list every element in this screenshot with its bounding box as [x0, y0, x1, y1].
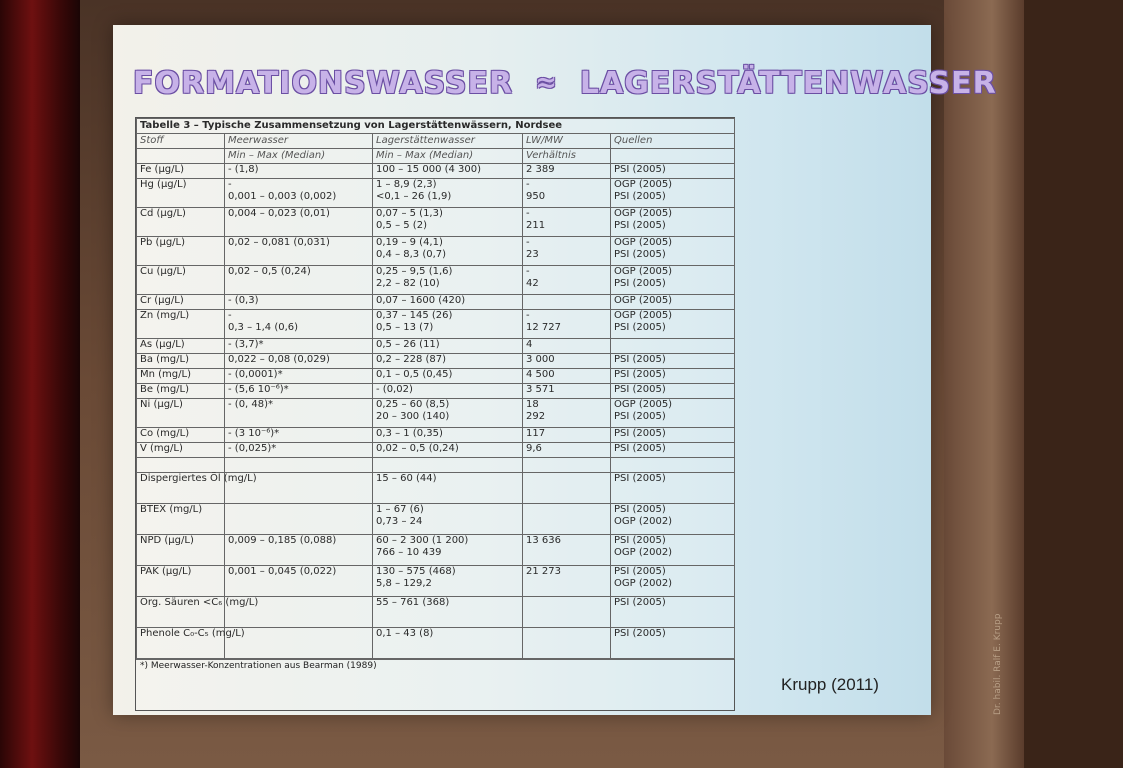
cell-quellen-line: OGP (2002): [614, 547, 673, 558]
cell-quellen-line: PSI (2005): [614, 473, 666, 484]
table-row: [137, 443, 735, 458]
cell-ratio: [523, 179, 611, 208]
cell-quellen: [611, 164, 735, 179]
cell-stoff: Hg (µg/L): [137, 179, 225, 208]
cell-lagerstaettenwasser: [373, 208, 523, 237]
table-row: [137, 339, 735, 354]
cell-lagerstaettenwasser-line: 0,73 – 24: [376, 516, 423, 527]
cell-ratio-line: 42: [526, 278, 539, 289]
cell-quellen-line: OGP (2005): [614, 399, 673, 410]
cell-meerwasser: [225, 384, 373, 399]
table-row: [137, 164, 735, 179]
background-wall-right: [944, 0, 1024, 768]
cell-lagerstaettenwasser-line: 0,37 – 145 (26): [376, 310, 453, 321]
cell-lagerstaettenwasser-line: 0,07 – 1600 (420): [376, 295, 466, 306]
cell-lagerstaettenwasser-line: 0,07 – 5 (1,3): [376, 208, 443, 219]
cell-meerwasser: [225, 369, 373, 384]
cell-meerwasser-line: - (5,6 10⁻⁶)*: [228, 384, 289, 395]
cell-quellen: [611, 399, 735, 428]
cell-ratio: [523, 310, 611, 339]
cell-meerwasser: [225, 310, 373, 339]
cell-lagerstaettenwasser-line: - (0,02): [376, 384, 413, 395]
table-row: [137, 208, 735, 237]
table-row: [137, 597, 735, 628]
cell-ratio-line: 9,6: [526, 443, 542, 454]
cell-ratio-line: 292: [526, 411, 546, 422]
cell-quellen-line: OGP (2005): [614, 295, 673, 306]
header2-stoff: [137, 149, 225, 164]
cell-meerwasser: [225, 208, 373, 237]
cell-lagerstaettenwasser-line: 0,1 – 43 (8): [376, 628, 434, 639]
cell-ratio: [523, 237, 611, 266]
cell-meerwasser-line: - (0,0001)*: [228, 369, 283, 380]
slide-title: [133, 63, 997, 103]
cell-quellen: [611, 237, 735, 266]
cell-stoff: Ba (mg/L): [137, 354, 225, 369]
cell-lagerstaettenwasser: [373, 473, 523, 504]
cell-ratio: [523, 504, 611, 535]
cell-ratio-line: 4: [526, 339, 533, 350]
table-row: [137, 458, 735, 473]
table-footnote: *) Meerwasser-Konzentrationen aus Bearman (1989): [136, 659, 734, 672]
cell-lagerstaettenwasser: [373, 295, 523, 310]
cell-stoff: Dispergiertes Öl (mg/L): [137, 473, 225, 504]
table-row: [137, 428, 735, 443]
cell-quellen-line: PSI (2005): [614, 354, 666, 365]
cell-lagerstaettenwasser-line: 0,25 – 60 (8,5): [376, 399, 450, 410]
cell-quellen-line: PSI (2005): [614, 504, 666, 515]
slide-credit: Krupp (2011): [781, 675, 879, 694]
table-header-row-2: [137, 149, 735, 164]
table-row: [137, 628, 735, 659]
cell-ratio: [523, 566, 611, 597]
cell-quellen-line: PSI (2005): [614, 566, 666, 577]
table-row: [137, 384, 735, 399]
projection-screen: [113, 25, 997, 715]
cell-ratio-line: 23: [526, 249, 539, 260]
cell-quellen-line: PSI (2005): [614, 278, 666, 289]
cell-meerwasser: [225, 443, 373, 458]
cell-lagerstaettenwasser-line: 0,02 – 0,5 (0,24): [376, 443, 459, 454]
cell-ratio-line: -: [526, 310, 530, 321]
cell-quellen-line: OGP (2005): [614, 179, 673, 190]
cell-stoff: PAK (µg/L): [137, 566, 225, 597]
cell-quellen: [611, 473, 735, 504]
cell-quellen: [611, 458, 735, 473]
cell-meerwasser-line: -: [228, 179, 232, 190]
cell-meerwasser: [225, 628, 373, 659]
cell-quellen-line: PSI (2005): [614, 628, 666, 639]
cell-quellen-line: OGP (2002): [614, 578, 673, 589]
table-caption: Tabelle 3 – Typische Zusammensetzung von Lagerstättenwässern, Nordsee: [137, 119, 735, 134]
header-quellen: Quellen: [611, 134, 735, 149]
cell-lagerstaettenwasser: [373, 597, 523, 628]
cell-lagerstaettenwasser-line: 130 – 575 (468): [376, 566, 456, 577]
cell-quellen-line: OGP (2005): [614, 208, 673, 219]
cell-ratio-line: -: [526, 237, 530, 248]
cell-meerwasser: [225, 237, 373, 266]
table-header-row-1: [137, 134, 735, 149]
cell-stoff: NPD (µg/L): [137, 535, 225, 566]
cell-meerwasser-line: 0,02 – 0,081 (0,031): [228, 237, 330, 248]
cell-lagerstaettenwasser: [373, 179, 523, 208]
cell-lagerstaettenwasser: [373, 535, 523, 566]
cell-lagerstaettenwasser-line: 0,4 – 8,3 (0,7): [376, 249, 447, 260]
cell-meerwasser-line: 0,001 – 0,045 (0,022): [228, 566, 337, 577]
cell-quellen-line: PSI (2005): [614, 369, 666, 380]
cell-lagerstaettenwasser-line: 0,5 – 13 (7): [376, 322, 434, 333]
cell-lagerstaettenwasser: [373, 354, 523, 369]
cell-lagerstaettenwasser: [373, 164, 523, 179]
cell-ratio-line: 117: [526, 428, 546, 439]
cell-lagerstaettenwasser: [373, 369, 523, 384]
cell-quellen: [611, 295, 735, 310]
cell-lagerstaettenwasser-line: 0,5 – 26 (11): [376, 339, 440, 350]
header-ratio: LW/MW: [523, 134, 611, 149]
cell-meerwasser: [225, 535, 373, 566]
cell-quellen: [611, 208, 735, 237]
cell-ratio: [523, 443, 611, 458]
cell-stoff: Pb (µg/L): [137, 237, 225, 266]
cell-stoff: BTEX (mg/L): [137, 504, 225, 535]
cell-quellen: [611, 628, 735, 659]
cell-quellen-line: PSI (2005): [614, 428, 666, 439]
cell-meerwasser-line: 0,009 – 0,185 (0,088): [228, 535, 337, 546]
table-row: [137, 535, 735, 566]
cell-lagerstaettenwasser-line: 0,25 – 9,5 (1,6): [376, 266, 453, 277]
cell-meerwasser-line: - (0,025)*: [228, 443, 277, 454]
table-caption-row: [137, 119, 735, 134]
table-row: [137, 354, 735, 369]
cell-lagerstaettenwasser-line: 60 – 2 300 (1 200): [376, 535, 469, 546]
cell-meerwasser-line: - (3 10⁻⁶)*: [228, 428, 280, 439]
cell-quellen-line: PSI (2005): [614, 220, 666, 231]
cell-lagerstaettenwasser-line: 2,2 – 82 (10): [376, 278, 440, 289]
cell-quellen-line: PSI (2005): [614, 384, 666, 395]
cell-quellen: [611, 597, 735, 628]
cell-lagerstaettenwasser-line: 0,19 – 9 (4,1): [376, 237, 443, 248]
cell-stoff: Cu (µg/L): [137, 266, 225, 295]
composition-table-container: [135, 117, 735, 711]
cell-stoff: Zn (mg/L): [137, 310, 225, 339]
cell-meerwasser-line: - (1,8): [228, 164, 259, 175]
table-row: [137, 473, 735, 504]
cell-meerwasser: [225, 399, 373, 428]
cell-ratio-line: 3 000: [526, 354, 555, 365]
cell-lagerstaettenwasser: [373, 266, 523, 295]
cell-ratio: [523, 339, 611, 354]
cell-lagerstaettenwasser-line: 1 – 8,9 (2,3): [376, 179, 437, 190]
cell-quellen: [611, 339, 735, 354]
cell-ratio: [523, 295, 611, 310]
cell-stoff: Fe (µg/L): [137, 164, 225, 179]
table-row: [137, 266, 735, 295]
cell-ratio: [523, 208, 611, 237]
header2-meerwasser: Min – Max (Median): [225, 149, 373, 164]
cell-meerwasser: [225, 428, 373, 443]
cell-stoff: Phenole C₀-C₅ (mg/L): [137, 628, 225, 659]
cell-meerwasser-line: 0,001 – 0,003 (0,002): [228, 191, 337, 202]
cell-lagerstaettenwasser: [373, 384, 523, 399]
cell-quellen-line: OGP (2005): [614, 310, 673, 321]
cell-lagerstaettenwasser: [373, 566, 523, 597]
cell-ratio-line: 211: [526, 220, 546, 231]
cell-stoff: V (mg/L): [137, 443, 225, 458]
table-row: [137, 504, 735, 535]
cell-meerwasser: [225, 458, 373, 473]
cell-meerwasser: [225, 266, 373, 295]
cell-quellen: [611, 443, 735, 458]
cell-lagerstaettenwasser-line: 0,2 – 228 (87): [376, 354, 447, 365]
composition-table: [136, 118, 735, 659]
cell-stoff: Ni (µg/L): [137, 399, 225, 428]
header-lagerstaettenwasser: Lagerstättenwasser: [373, 134, 523, 149]
cell-ratio-line: 3 571: [526, 384, 555, 395]
cell-quellen-line: OGP (2005): [614, 237, 673, 248]
cell-ratio: [523, 266, 611, 295]
cell-meerwasser: [225, 504, 373, 535]
cell-ratio-line: 21 273: [526, 566, 561, 577]
cell-lagerstaettenwasser-line: 766 – 10 439: [376, 547, 442, 558]
slide-title-separator: ≈: [535, 68, 558, 98]
header2-ratio: Verhältnis: [523, 149, 611, 164]
table-row: [137, 566, 735, 597]
cell-quellen: [611, 428, 735, 443]
cell-lagerstaettenwasser: [373, 428, 523, 443]
cell-meerwasser: [225, 566, 373, 597]
cell-ratio: [523, 354, 611, 369]
cell-lagerstaettenwasser-line: 0,5 – 5 (2): [376, 220, 427, 231]
cell-meerwasser-line: - (0,3): [228, 295, 259, 306]
cell-lagerstaettenwasser-line: 0,3 – 1 (0,35): [376, 428, 443, 439]
cell-quellen-line: OGP (2002): [614, 516, 673, 527]
cell-ratio-line: -: [526, 179, 530, 190]
cell-quellen: [611, 369, 735, 384]
cell-ratio: [523, 535, 611, 566]
table-row: [137, 369, 735, 384]
cell-meerwasser-line: -: [228, 310, 232, 321]
cell-lagerstaettenwasser: [373, 504, 523, 535]
table-row: [137, 179, 735, 208]
cell-quellen: [611, 266, 735, 295]
cell-ratio-line: 18: [526, 399, 539, 410]
cell-quellen-line: PSI (2005): [614, 443, 666, 454]
cell-meerwasser-line: 0,02 – 0,5 (0,24): [228, 266, 311, 277]
cell-ratio: [523, 473, 611, 504]
slide-title-right: LAGERSTÄTTENWASSER: [579, 65, 997, 101]
cell-ratio-line: -: [526, 266, 530, 277]
cell-stoff: Co (mg/L): [137, 428, 225, 443]
cell-quellen-line: OGP (2005): [614, 266, 673, 277]
cell-quellen-line: PSI (2005): [614, 191, 666, 202]
cell-meerwasser: [225, 164, 373, 179]
cell-quellen: [611, 566, 735, 597]
cell-lagerstaettenwasser: [373, 399, 523, 428]
cell-lagerstaettenwasser: [373, 628, 523, 659]
cell-meerwasser: [225, 354, 373, 369]
slide-title-left: FORMATIONSWASSER: [133, 65, 514, 101]
cell-lagerstaettenwasser-line: 0,1 – 0,5 (0,45): [376, 369, 453, 380]
vertical-credit: [993, 695, 1123, 715]
cell-ratio: [523, 458, 611, 473]
header2-quellen: [611, 149, 735, 164]
cell-meerwasser: [225, 295, 373, 310]
header-stoff: Stoff: [137, 134, 225, 149]
cell-ratio-line: -: [526, 208, 530, 219]
cell-lagerstaettenwasser-line: 15 – 60 (44): [376, 473, 437, 484]
cell-stoff: [137, 458, 225, 473]
cell-quellen: [611, 535, 735, 566]
table-row: [137, 399, 735, 428]
cell-quellen: [611, 354, 735, 369]
cell-ratio: [523, 399, 611, 428]
cell-quellen-line: PSI (2005): [614, 597, 666, 608]
cell-ratio-line: 2 389: [526, 164, 555, 175]
cell-ratio: [523, 384, 611, 399]
cell-meerwasser-line: 0,004 – 0,023 (0,01): [228, 208, 330, 219]
stage-curtain: [0, 0, 80, 768]
cell-stoff: Mn (mg/L): [137, 369, 225, 384]
cell-lagerstaettenwasser-line: 100 – 15 000 (4 300): [376, 164, 482, 175]
header2-lagerstaettenwasser: Min – Max (Median): [373, 149, 523, 164]
cell-ratio: [523, 369, 611, 384]
cell-lagerstaettenwasser-line: 55 – 761 (368): [376, 597, 450, 608]
cell-ratio: [523, 428, 611, 443]
cell-stoff: Cd (µg/L): [137, 208, 225, 237]
cell-lagerstaettenwasser: [373, 339, 523, 354]
cell-quellen: [611, 384, 735, 399]
cell-lagerstaettenwasser: [373, 443, 523, 458]
table-row: [137, 237, 735, 266]
cell-lagerstaettenwasser-line: <0,1 – 26 (1,9): [376, 191, 452, 202]
cell-meerwasser-line: 0,3 – 1,4 (0,6): [228, 322, 299, 333]
cell-lagerstaettenwasser: [373, 237, 523, 266]
cell-stoff: Cr (µg/L): [137, 295, 225, 310]
cell-meerwasser-line: 0,022 – 0,08 (0,029): [228, 354, 330, 365]
cell-lagerstaettenwasser: [373, 310, 523, 339]
cell-ratio: [523, 164, 611, 179]
cell-ratio: [523, 628, 611, 659]
cell-ratio-line: 13 636: [526, 535, 561, 546]
cell-lagerstaettenwasser-line: 20 – 300 (140): [376, 411, 450, 422]
cell-meerwasser: [225, 179, 373, 208]
table-row: [137, 295, 735, 310]
cell-ratio-line: 12 727: [526, 322, 561, 333]
cell-stoff: Org. Säuren <C₆ (mg/L): [137, 597, 225, 628]
cell-lagerstaettenwasser-line: 5,8 – 129,2: [376, 578, 432, 589]
cell-quellen-line: PSI (2005): [614, 322, 666, 333]
cell-lagerstaettenwasser: [373, 458, 523, 473]
cell-quellen-line: PSI (2005): [614, 249, 666, 260]
cell-quellen-line: PSI (2005): [614, 535, 666, 546]
header-meerwasser: Meerwasser: [225, 134, 373, 149]
cell-quellen: [611, 179, 735, 208]
cell-stoff: Be (mg/L): [137, 384, 225, 399]
cell-meerwasser-line: - (0, 48)*: [228, 399, 274, 410]
cell-meerwasser-line: - (3,7)*: [228, 339, 264, 350]
cell-meerwasser: [225, 339, 373, 354]
cell-quellen-line: PSI (2005): [614, 411, 666, 422]
cell-quellen: [611, 504, 735, 535]
cell-ratio-line: 950: [526, 191, 546, 202]
cell-ratio: [523, 597, 611, 628]
table-row: [137, 310, 735, 339]
cell-quellen-line: PSI (2005): [614, 164, 666, 175]
cell-ratio-line: 4 500: [526, 369, 555, 380]
cell-lagerstaettenwasser-line: 1 – 67 (6): [376, 504, 424, 515]
cell-quellen: [611, 310, 735, 339]
cell-stoff: As (µg/L): [137, 339, 225, 354]
